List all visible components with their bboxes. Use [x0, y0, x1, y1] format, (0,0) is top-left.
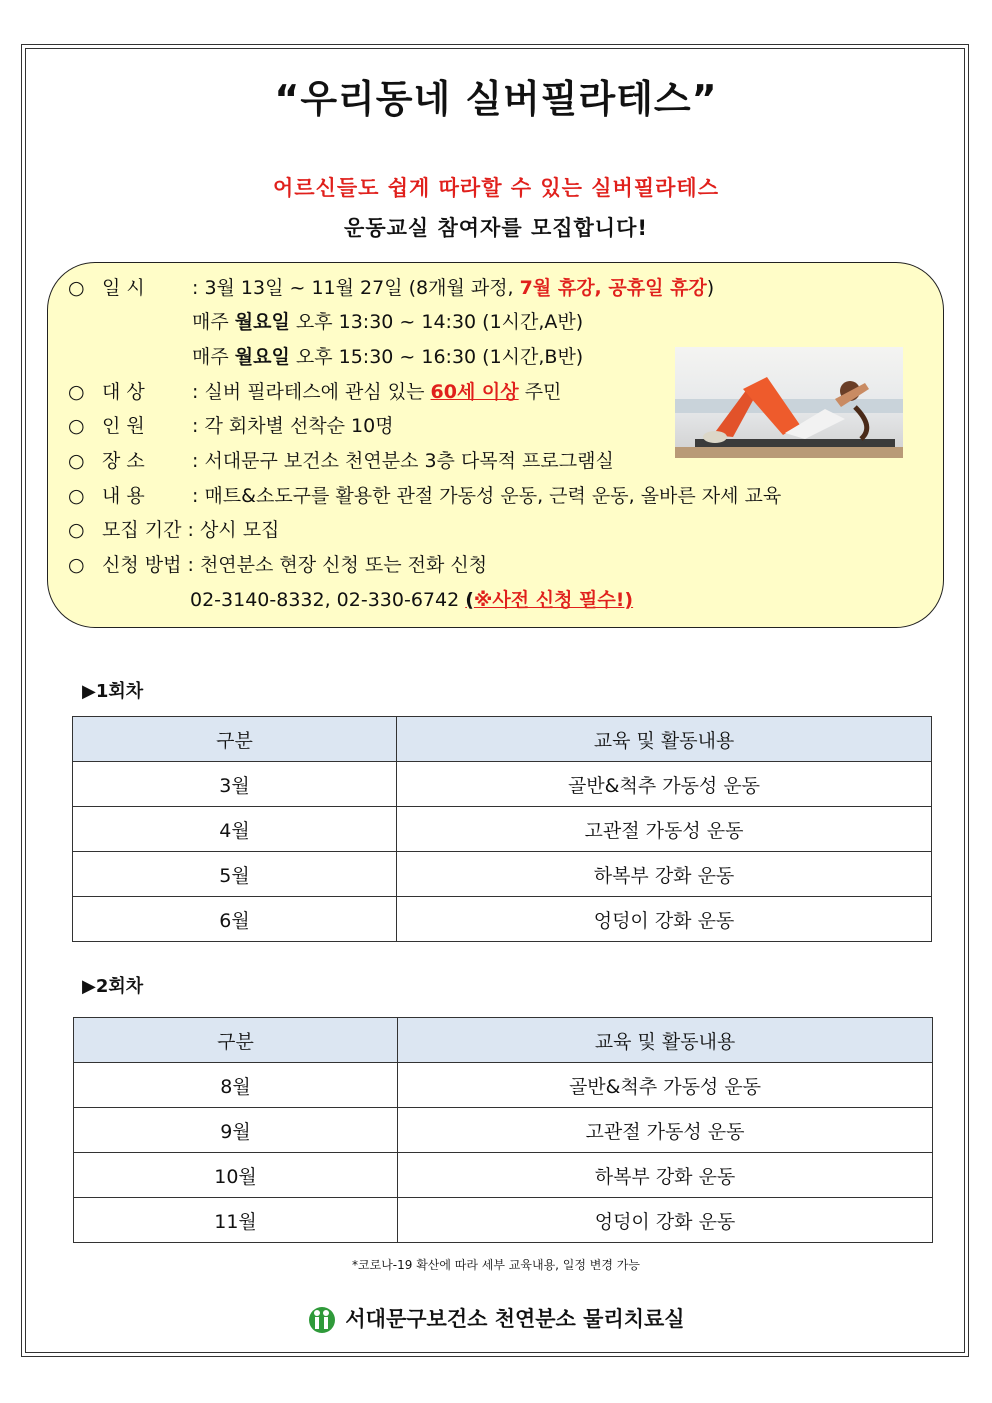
table-row: 11월 엉덩이 강화 운동 [74, 1198, 933, 1243]
info-row-place: ○ 장 소 : 서대문구 보건소 천연분소 3층 다목적 프로그램실 [68, 450, 614, 472]
info-row-schedule: ○ 일 시 : 3월 13일 ~ 11월 27일 (8개월 과정, 7월 휴강, 공휴일 휴강) [68, 277, 715, 299]
table-row: 6월 엉덩이 강화 운동 [73, 897, 932, 942]
schedule-line-b: 매주 월요일 오후 15:30 ~ 16:30 (1시간,B반) [192, 346, 584, 368]
header-category: 구분 [74, 1018, 398, 1063]
info-row-capacity: ○ 인 원 : 각 회차별 선착순 10명 [68, 415, 394, 437]
header-content: 교육 및 활동내용 [398, 1018, 933, 1063]
info-row-period: ○ 모집 기간 : 상시 모집 [68, 519, 280, 541]
session1-table [72, 716, 932, 942]
info-row-target: ○ 대 상 : 실버 필라테스에 관심 있는 60세 이상 주민 [68, 381, 562, 403]
health-center-logo-icon [307, 1305, 337, 1335]
table-row: 3월 골반&척추 가동성 운동 [73, 762, 932, 807]
table-row: 8월 골반&척추 가동성 운동 [74, 1063, 933, 1108]
advance-notice: (※사전 신청 필수!) [465, 589, 634, 611]
session2-heading: ▶2회차 [82, 976, 144, 997]
table-row: 4월 고관절 가동성 운동 [73, 807, 932, 852]
table-header-row [74, 1018, 933, 1063]
header-category: 구분 [73, 717, 397, 762]
table-row: 10월 하복부 강화 운동 [74, 1153, 933, 1198]
footer-label: 서대문구보건소 천연분소 물리치료실 [345, 1307, 685, 1331]
method-phones: 02-3140-8332, 02-330-6742 (※사전 신청 필수!) [190, 589, 634, 611]
target-age-highlight: 60세 이상 [430, 381, 519, 403]
table-header-row [73, 717, 932, 762]
bullet-circle: ○ [68, 277, 85, 299]
session2-table [73, 1017, 933, 1243]
page-title: “우리동네 실버필라테스” [274, 77, 718, 121]
covid-note: *코로나-19 확산에 따라 세부 교육내용, 일정 변경 가능 [352, 1258, 640, 1272]
schedule-holiday: 7월 휴강, 공휴일 휴강 [519, 277, 707, 299]
pilates-photo [675, 347, 903, 458]
session1-heading: ▶1회차 [82, 681, 144, 702]
info-row-content: ○ 내 용 : 매트&소도구를 활용한 관절 가동성 운동, 근력 운동, 올바른 자세 교육 [68, 485, 782, 507]
schedule-line-a: 매주 월요일 오후 13:30 ~ 14:30 (1시간,A반) [192, 311, 584, 333]
table-row: 5월 하복부 강화 운동 [73, 852, 932, 897]
info-row-method: ○ 신청 방법 : 천연분소 현장 신청 또는 전화 신청 [68, 554, 488, 576]
header-content: 교육 및 활동내용 [397, 717, 932, 762]
subtitle-red: 어르신들도 쉽게 따라할 수 있는 실버필라테스 [273, 176, 719, 200]
schedule-dates: 3월 13일 ~ 11월 27일 (8개월 과정, [204, 277, 514, 299]
subtitle: 운동교실 참여자를 모집합니다! [344, 216, 648, 240]
table-row: 9월 고관절 가동성 운동 [74, 1108, 933, 1153]
footer [0, 1303, 992, 1335]
info-label: 일 시 [102, 277, 145, 299]
